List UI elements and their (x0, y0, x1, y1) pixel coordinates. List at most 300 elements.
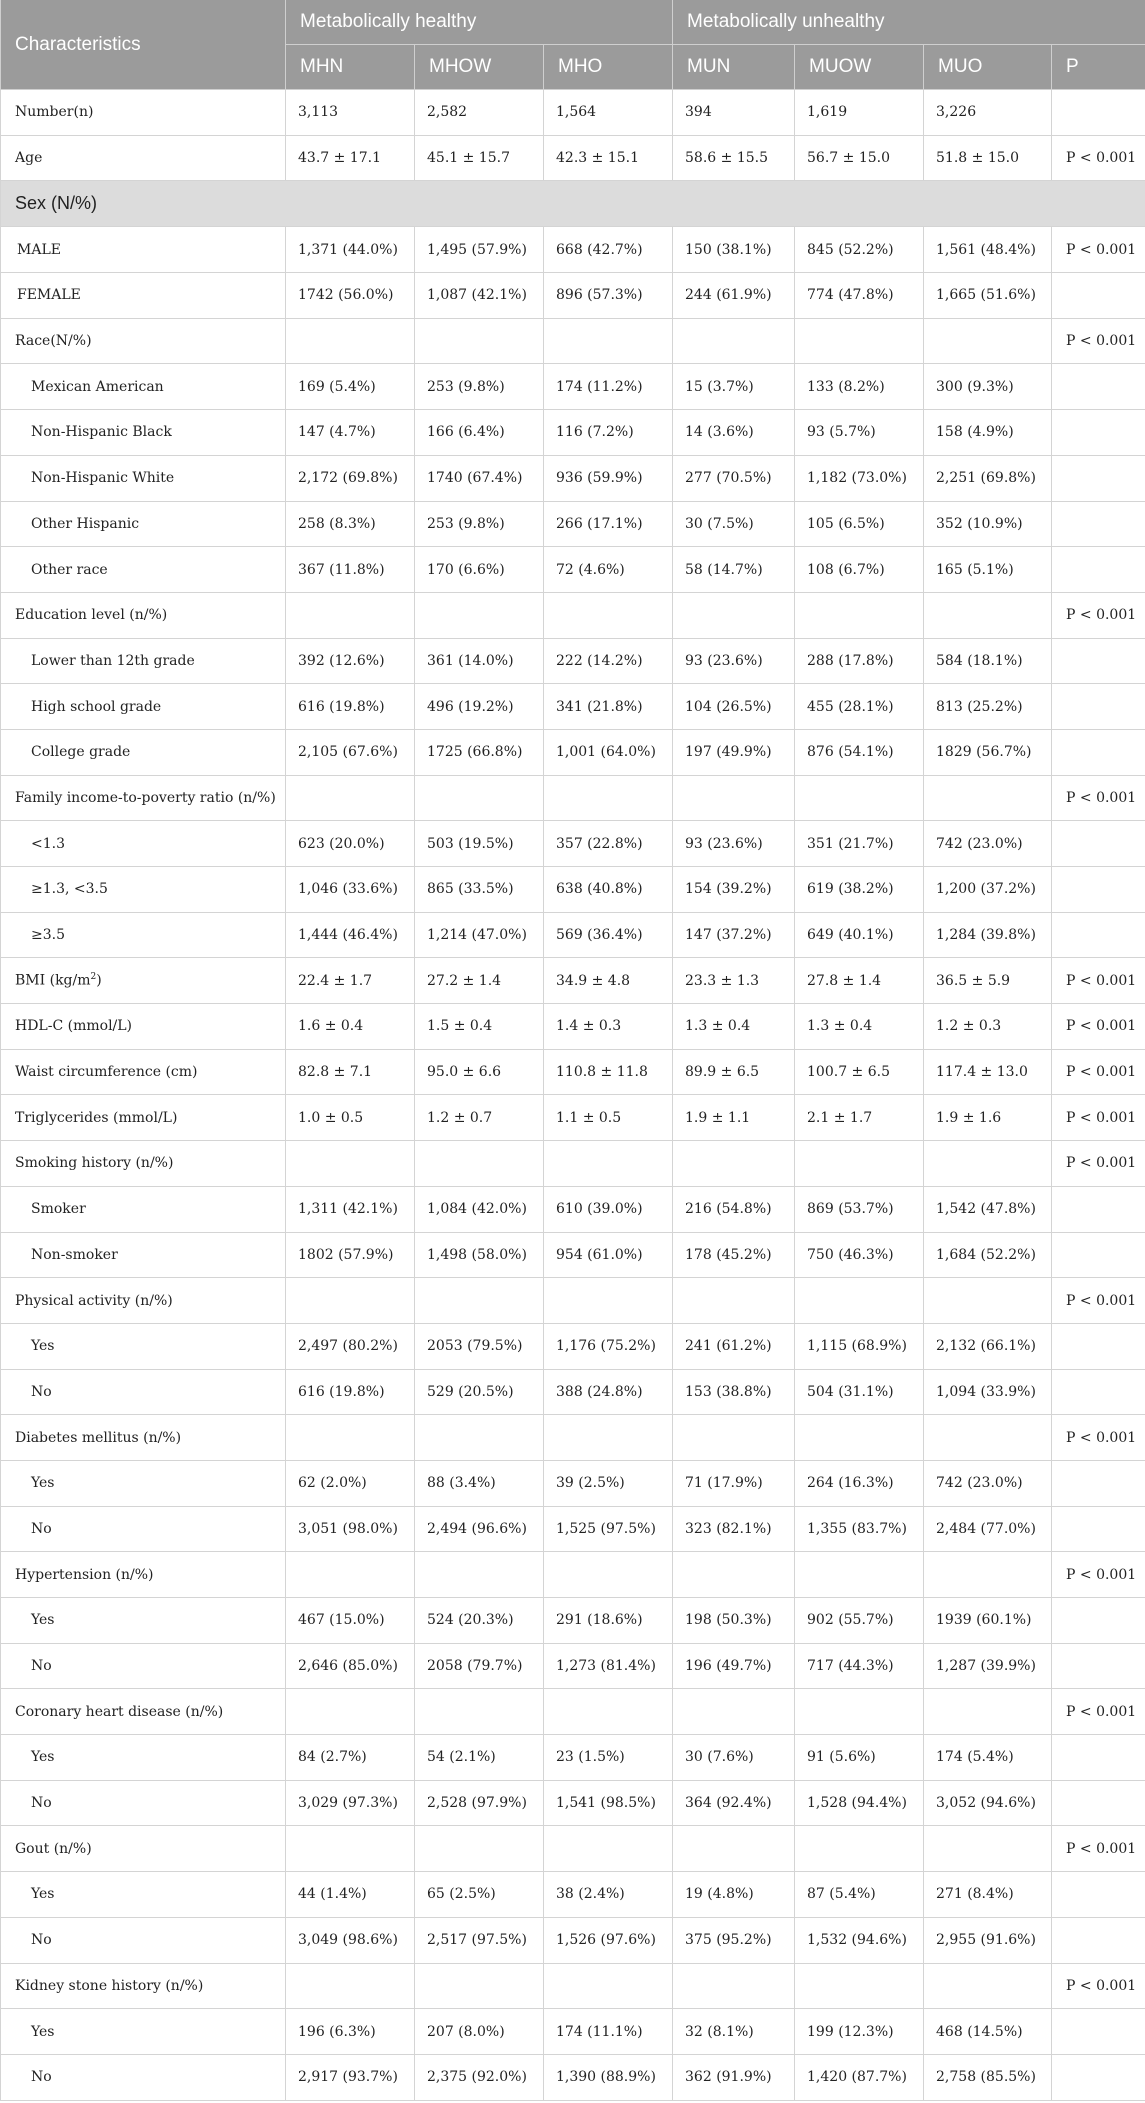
cell-mun (673, 1963, 795, 2009)
table-row (1, 455, 1145, 501)
cell-mhn: 2,105 (67.6%) (286, 729, 415, 775)
table-row (1, 1323, 1145, 1369)
row-label: Smoking history (n/%) (1, 1141, 286, 1187)
table-row (1, 1186, 1145, 1232)
table-row (1, 1369, 1145, 1415)
row-label: Coronary heart disease (n/%) (1, 1689, 286, 1735)
cell-mun: 241 (61.2%) (673, 1323, 795, 1369)
cell-mho: 1,273 (81.4%) (544, 1643, 673, 1689)
cell-p-value (1052, 273, 1145, 319)
cell-p-value (1052, 684, 1145, 730)
cell-muo: 742 (23.0%) (924, 1460, 1052, 1506)
table-row (1, 775, 1145, 821)
cell-muow: 199 (12.3%) (795, 2009, 924, 2055)
cell-mho (544, 1689, 673, 1735)
cell-muo: 1939 (60.1%) (924, 1598, 1052, 1644)
row-label: <1.3 (1, 821, 286, 867)
cell-muow: 93 (5.7%) (795, 410, 924, 456)
cell-muow (795, 1689, 924, 1735)
cell-mho: 1,390 (88.9%) (544, 2054, 673, 2100)
cell-mhn (286, 592, 415, 638)
cell-mun: 277 (70.5%) (673, 455, 795, 501)
cell-mhow: 170 (6.6%) (415, 547, 544, 593)
cell-mhow: 2,528 (97.9%) (415, 1780, 544, 1826)
row-label: Yes (1, 1872, 286, 1918)
row-label: High school grade (1, 684, 286, 730)
cell-muo: 1,287 (39.9%) (924, 1643, 1052, 1689)
cell-muo (924, 318, 1052, 364)
cell-mun: 216 (54.8%) (673, 1186, 795, 1232)
cell-p-value (1052, 1917, 1145, 1963)
cell-mhn: 1802 (57.9%) (286, 1232, 415, 1278)
cell-muo: 165 (5.1%) (924, 547, 1052, 593)
header-col-mun: MUN (673, 45, 795, 90)
cell-mho: 42.3 ± 15.1 (544, 135, 673, 181)
row-label: Physical activity (n/%) (1, 1278, 286, 1324)
row-label: Kidney stone history (n/%) (1, 1963, 286, 2009)
section-row (1, 181, 1145, 227)
cell-mun (673, 1278, 795, 1324)
cell-mun: 375 (95.2%) (673, 1917, 795, 1963)
cell-mhow: 529 (20.5%) (415, 1369, 544, 1415)
cell-p-value (1052, 1872, 1145, 1918)
cell-mho: 72 (4.6%) (544, 547, 673, 593)
table-row (1, 592, 1145, 638)
cell-muo: 1829 (56.7%) (924, 729, 1052, 775)
cell-muow: 619 (38.2%) (795, 867, 924, 913)
row-label: ≥3.5 (1, 912, 286, 958)
cell-muow: 902 (55.7%) (795, 1598, 924, 1644)
cell-mhow (415, 1689, 544, 1735)
row-label: Other Hispanic (1, 501, 286, 547)
row-label: No (1, 1643, 286, 1689)
cell-mun: 58 (14.7%) (673, 547, 795, 593)
table-header (1, 0, 1145, 90)
cell-mun: 394 (673, 90, 795, 136)
cell-muo: 584 (18.1%) (924, 638, 1052, 684)
cell-muow (795, 775, 924, 821)
table-row (1, 1415, 1145, 1461)
cell-mun (673, 1689, 795, 1735)
cell-muow: 1,532 (94.6%) (795, 1917, 924, 1963)
cell-mhn: 367 (11.8%) (286, 547, 415, 593)
header-col-muow: MUOW (795, 45, 924, 90)
cell-mhn: 84 (2.7%) (286, 1735, 415, 1781)
header-group-unhealthy: Metabolically unhealthy (673, 0, 1145, 45)
cell-mhn (286, 1826, 415, 1872)
cell-mhow: 1,495 (57.9%) (415, 227, 544, 273)
cell-p-value (1052, 1323, 1145, 1369)
cell-muo: 2,132 (66.1%) (924, 1323, 1052, 1369)
cell-p-value (1052, 1506, 1145, 1552)
cell-mhow (415, 1963, 544, 2009)
cell-mho: 34.9 ± 4.8 (544, 958, 673, 1004)
cell-mhow: 2,375 (92.0%) (415, 2054, 544, 2100)
cell-mhow (415, 1826, 544, 1872)
table-row (1, 729, 1145, 775)
cell-mhow: 65 (2.5%) (415, 1872, 544, 1918)
header-group-healthy: Metabolically healthy (286, 0, 673, 45)
row-label: Diabetes mellitus (n/%) (1, 1415, 286, 1461)
table-row (1, 90, 1145, 136)
table-row (1, 1872, 1145, 1918)
cell-p-value: P < 0.001 (1052, 1689, 1145, 1735)
cell-mun: 19 (4.8%) (673, 1872, 795, 1918)
cell-mhn: 62 (2.0%) (286, 1460, 415, 1506)
table-row (1, 1278, 1145, 1324)
cell-mun: 196 (49.7%) (673, 1643, 795, 1689)
cell-mun (673, 775, 795, 821)
table-row (1, 1506, 1145, 1552)
cell-mun: 23.3 ± 1.3 (673, 958, 795, 1004)
cell-muo: 300 (9.3%) (924, 364, 1052, 410)
cell-muow: 87 (5.4%) (795, 1872, 924, 1918)
table-row (1, 1643, 1145, 1689)
row-label: Non-smoker (1, 1232, 286, 1278)
header-col-p: P (1052, 45, 1145, 90)
cell-p-value: P < 0.001 (1052, 1278, 1145, 1324)
cell-mun: 30 (7.5%) (673, 501, 795, 547)
cell-muow (795, 1415, 924, 1461)
cell-mhow (415, 1278, 544, 1324)
cell-p-value (1052, 1460, 1145, 1506)
cell-p-value: P < 0.001 (1052, 1552, 1145, 1598)
row-label: No (1, 1369, 286, 1415)
cell-muo (924, 1141, 1052, 1187)
table-row (1, 867, 1145, 913)
cell-mun: 362 (91.9%) (673, 2054, 795, 2100)
row-label: Mexican American (1, 364, 286, 410)
table-row (1, 1826, 1145, 1872)
cell-p-value: P < 0.001 (1052, 135, 1145, 181)
cell-mho: 1,176 (75.2%) (544, 1323, 673, 1369)
cell-mun: 364 (92.4%) (673, 1780, 795, 1826)
cell-p-value: P < 0.001 (1052, 1826, 1145, 1872)
cell-mhn: 43.7 ± 17.1 (286, 135, 415, 181)
cell-mhn: 3,113 (286, 90, 415, 136)
cell-mho: 936 (59.9%) (544, 455, 673, 501)
cell-p-value (1052, 1598, 1145, 1644)
table-row (1, 821, 1145, 867)
cell-mhow: 54 (2.1%) (415, 1735, 544, 1781)
row-label-suffix: ) (96, 973, 102, 990)
cell-mun: 150 (38.1%) (673, 227, 795, 273)
cell-mho: 388 (24.8%) (544, 1369, 673, 1415)
cell-mho: 610 (39.0%) (544, 1186, 673, 1232)
cell-muow: 2.1 ± 1.7 (795, 1095, 924, 1141)
table-row (1, 958, 1145, 1004)
cell-muo: 1.9 ± 1.6 (924, 1095, 1052, 1141)
cell-mhow: 503 (19.5%) (415, 821, 544, 867)
cell-p-value (1052, 90, 1145, 136)
cell-mun: 58.6 ± 15.5 (673, 135, 795, 181)
row-label: Yes (1, 1460, 286, 1506)
cell-mun: 14 (3.6%) (673, 410, 795, 456)
row-label: Yes (1, 2009, 286, 2055)
table-row (1, 1917, 1145, 1963)
row-label: Gout (n/%) (1, 1826, 286, 1872)
table-row (1, 1689, 1145, 1735)
cell-muow: 351 (21.7%) (795, 821, 924, 867)
row-label: FEMALE (1, 273, 286, 319)
cell-muow: 108 (6.7%) (795, 547, 924, 593)
cell-muo: 1,684 (52.2%) (924, 1232, 1052, 1278)
row-label: MALE (1, 227, 286, 273)
cell-mho: 638 (40.8%) (544, 867, 673, 913)
cell-muow: 56.7 ± 15.0 (795, 135, 924, 181)
cell-p-value (1052, 547, 1145, 593)
cell-p-value (1052, 455, 1145, 501)
cell-mhow: 1,087 (42.1%) (415, 273, 544, 319)
cell-mun: 153 (38.8%) (673, 1369, 795, 1415)
cell-muow (795, 1141, 924, 1187)
cell-p-value (1052, 867, 1145, 913)
row-label: No (1, 2054, 286, 2100)
cell-mho (544, 775, 673, 821)
cell-muo: 468 (14.5%) (924, 2009, 1052, 2055)
cell-muo (924, 592, 1052, 638)
cell-mhow: 2058 (79.7%) (415, 1643, 544, 1689)
cell-mhow: 27.2 ± 1.4 (415, 958, 544, 1004)
cell-muo: 271 (8.4%) (924, 1872, 1052, 1918)
cell-mhn: 169 (5.4%) (286, 364, 415, 410)
row-label: Hypertension (n/%) (1, 1552, 286, 1598)
cell-mho: 39 (2.5%) (544, 1460, 673, 1506)
table-row (1, 227, 1145, 273)
row-label: Non-Hispanic White (1, 455, 286, 501)
cell-mhow (415, 1552, 544, 1598)
cell-muo: 352 (10.9%) (924, 501, 1052, 547)
cell-p-value (1052, 2054, 1145, 2100)
cell-mho: 38 (2.4%) (544, 1872, 673, 1918)
cell-muo: 2,251 (69.8%) (924, 455, 1052, 501)
cell-muow: 133 (8.2%) (795, 364, 924, 410)
cell-muow (795, 1826, 924, 1872)
cell-mho: 291 (18.6%) (544, 1598, 673, 1644)
cell-mhow: 1,498 (58.0%) (415, 1232, 544, 1278)
cell-mun (673, 1415, 795, 1461)
cell-mho: 1,526 (97.6%) (544, 1917, 673, 1963)
table-row (1, 1552, 1145, 1598)
cell-muo (924, 775, 1052, 821)
row-label-superscript: 2 (90, 972, 97, 983)
cell-muow: 288 (17.8%) (795, 638, 924, 684)
cell-mhow: 1.2 ± 0.7 (415, 1095, 544, 1141)
cell-mhn: 467 (15.0%) (286, 1598, 415, 1644)
cell-muo: 1.2 ± 0.3 (924, 1004, 1052, 1050)
cell-mho: 668 (42.7%) (544, 227, 673, 273)
cell-mhn (286, 318, 415, 364)
row-label: Other race (1, 547, 286, 593)
cell-mho: 1,001 (64.0%) (544, 729, 673, 775)
cell-mhn: 147 (4.7%) (286, 410, 415, 456)
cell-mun: 323 (82.1%) (673, 1506, 795, 1552)
cell-mun: 93 (23.6%) (673, 821, 795, 867)
cell-mhow (415, 592, 544, 638)
cell-muo (924, 1826, 1052, 1872)
cell-mhn (286, 1689, 415, 1735)
cell-mun: 197 (49.9%) (673, 729, 795, 775)
cell-muo: 174 (5.4%) (924, 1735, 1052, 1781)
cell-muo: 1,665 (51.6%) (924, 273, 1052, 319)
row-label: No (1, 1917, 286, 1963)
cell-mho: 569 (36.4%) (544, 912, 673, 958)
cell-muow: 455 (28.1%) (795, 684, 924, 730)
cell-muo: 117.4 ± 13.0 (924, 1049, 1052, 1095)
cell-mhow: 1740 (67.4%) (415, 455, 544, 501)
cell-mhow: 207 (8.0%) (415, 2009, 544, 2055)
table-row (1, 547, 1145, 593)
cell-mhn: 3,051 (98.0%) (286, 1506, 415, 1552)
cell-p-value (1052, 1643, 1145, 1689)
cell-mhn: 1.0 ± 0.5 (286, 1095, 415, 1141)
cell-mho (544, 318, 673, 364)
cell-mhn: 82.8 ± 7.1 (286, 1049, 415, 1095)
cell-mun: 1.9 ± 1.1 (673, 1095, 795, 1141)
cell-muow: 774 (47.8%) (795, 273, 924, 319)
cell-mun: 89.9 ± 6.5 (673, 1049, 795, 1095)
cell-p-value (1052, 501, 1145, 547)
cell-p-value (1052, 364, 1145, 410)
cell-mho: 357 (22.8%) (544, 821, 673, 867)
cell-muo: 2,758 (85.5%) (924, 2054, 1052, 2100)
cell-mhn: 1.6 ± 0.4 (286, 1004, 415, 1050)
cell-muo: 3,052 (94.6%) (924, 1780, 1052, 1826)
cell-mhn (286, 1963, 415, 2009)
cell-mhn: 2,497 (80.2%) (286, 1323, 415, 1369)
row-label: HDL-C (mmol/L) (1, 1004, 286, 1050)
cell-muo: 1,561 (48.4%) (924, 227, 1052, 273)
cell-muo: 36.5 ± 5.9 (924, 958, 1052, 1004)
cell-mhn: 616 (19.8%) (286, 684, 415, 730)
cell-mho (544, 592, 673, 638)
cell-mhow: 1,084 (42.0%) (415, 1186, 544, 1232)
table-row (1, 364, 1145, 410)
cell-mho: 110.8 ± 11.8 (544, 1049, 673, 1095)
cell-p-value (1052, 821, 1145, 867)
cell-mhow: 88 (3.4%) (415, 1460, 544, 1506)
row-label: Yes (1, 1598, 286, 1644)
cell-p-value: P < 0.001 (1052, 592, 1145, 638)
cell-mhow: 1.5 ± 0.4 (415, 1004, 544, 1050)
cell-mhn: 22.4 ± 1.7 (286, 958, 415, 1004)
cell-mhow: 166 (6.4%) (415, 410, 544, 456)
row-label: College grade (1, 729, 286, 775)
row-label: Waist circumference (cm) (1, 1049, 286, 1095)
cell-mho: 222 (14.2%) (544, 638, 673, 684)
cell-mhow: 2,582 (415, 90, 544, 136)
cell-muow (795, 592, 924, 638)
cell-muo (924, 1689, 1052, 1735)
cell-mhn: 2,646 (85.0%) (286, 1643, 415, 1689)
cell-mhow: 253 (9.8%) (415, 501, 544, 547)
table-row (1, 1141, 1145, 1187)
cell-muo: 1,200 (37.2%) (924, 867, 1052, 913)
row-label: Family income-to-poverty ratio (n/%) (1, 775, 286, 821)
row-label: Smoker (1, 1186, 286, 1232)
cell-muo: 1,284 (39.8%) (924, 912, 1052, 958)
cell-mhn: 1,444 (46.4%) (286, 912, 415, 958)
row-label: No (1, 1780, 286, 1826)
cell-muow: 91 (5.6%) (795, 1735, 924, 1781)
cell-mhn: 196 (6.3%) (286, 2009, 415, 2055)
cell-p-value (1052, 1735, 1145, 1781)
cell-mho: 1.1 ± 0.5 (544, 1095, 673, 1141)
cell-mun (673, 1141, 795, 1187)
cell-mho (544, 1963, 673, 2009)
cell-mho: 174 (11.1%) (544, 2009, 673, 2055)
cell-mho: 1,541 (98.5%) (544, 1780, 673, 1826)
cell-muo: 3,226 (924, 90, 1052, 136)
cell-mhow: 45.1 ± 15.7 (415, 135, 544, 181)
table-row (1, 1598, 1145, 1644)
cell-muow: 27.8 ± 1.4 (795, 958, 924, 1004)
cell-mhn: 3,029 (97.3%) (286, 1780, 415, 1826)
row-label: No (1, 1506, 286, 1552)
row-label: Lower than 12th grade (1, 638, 286, 684)
table-row (1, 1963, 1145, 2009)
cell-mhn: 1742 (56.0%) (286, 273, 415, 319)
cell-p-value: P < 0.001 (1052, 958, 1145, 1004)
cell-mun: 147 (37.2%) (673, 912, 795, 958)
cell-mho: 341 (21.8%) (544, 684, 673, 730)
cell-muo: 2,484 (77.0%) (924, 1506, 1052, 1552)
cell-mhn: 392 (12.6%) (286, 638, 415, 684)
table-row (1, 135, 1145, 181)
cell-p-value: P < 0.001 (1052, 1095, 1145, 1141)
cell-mhn (286, 1415, 415, 1461)
table-row (1, 2009, 1145, 2055)
table-row (1, 1735, 1145, 1781)
cell-muo: 51.8 ± 15.0 (924, 135, 1052, 181)
table-row (1, 684, 1145, 730)
cell-muo: 2,955 (91.6%) (924, 1917, 1052, 1963)
cell-muow (795, 1963, 924, 2009)
cell-muow (795, 318, 924, 364)
cell-p-value (1052, 1186, 1145, 1232)
table-row (1, 1460, 1145, 1506)
cell-mhn (286, 1141, 415, 1187)
table-row (1, 1049, 1145, 1095)
cell-mho: 174 (11.2%) (544, 364, 673, 410)
cell-p-value: P < 0.001 (1052, 1415, 1145, 1461)
row-label-text: BMI (kg/m (15, 973, 91, 990)
cell-muow: 649 (40.1%) (795, 912, 924, 958)
table-body (1, 90, 1145, 2101)
cell-mhn: 3,049 (98.6%) (286, 1917, 415, 1963)
cell-mho (544, 1141, 673, 1187)
row-label: Yes (1, 1323, 286, 1369)
cell-mho: 23 (1.5%) (544, 1735, 673, 1781)
cell-mun: 244 (61.9%) (673, 273, 795, 319)
cell-p-value (1052, 638, 1145, 684)
cell-p-value: P < 0.001 (1052, 1049, 1145, 1095)
cell-mhn: 616 (19.8%) (286, 1369, 415, 1415)
section-label: Sex (N/%) (1, 181, 1145, 227)
cell-muow: 1,182 (73.0%) (795, 455, 924, 501)
cell-mho: 1.4 ± 0.3 (544, 1004, 673, 1050)
cell-p-value (1052, 410, 1145, 456)
table-row (1, 501, 1145, 547)
cell-mhow: 524 (20.3%) (415, 1598, 544, 1644)
cell-mun: 93 (23.6%) (673, 638, 795, 684)
cell-p-value: P < 0.001 (1052, 775, 1145, 821)
cell-mun: 154 (39.2%) (673, 867, 795, 913)
cell-mun: 104 (26.5%) (673, 684, 795, 730)
header-col-mhn: MHN (286, 45, 415, 90)
cell-p-value: P < 0.001 (1052, 1963, 1145, 2009)
cell-muo: 1,542 (47.8%) (924, 1186, 1052, 1232)
